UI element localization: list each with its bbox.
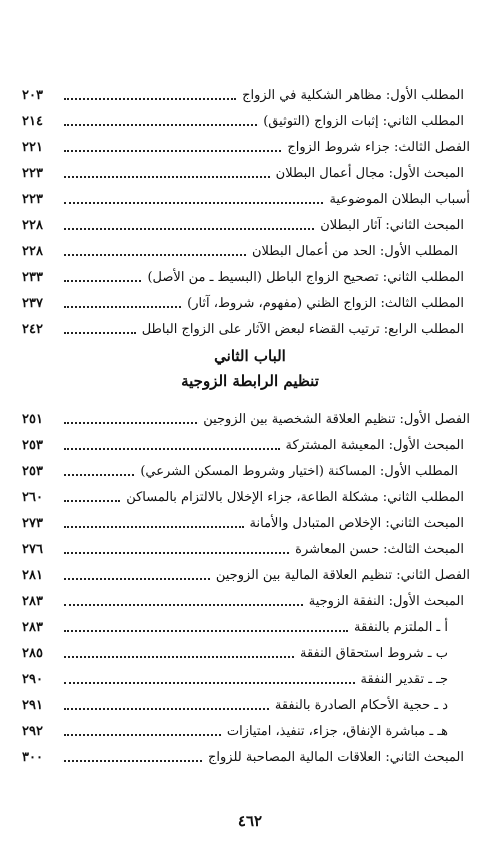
toc-leader-dots xyxy=(64,332,136,334)
toc-entry xyxy=(22,506,470,532)
part-title: تنظيم الرابطة الزوجية xyxy=(181,372,319,390)
toc-entry-page: ٢٢٨ xyxy=(22,218,43,233)
toc-leader-dots xyxy=(64,656,294,658)
toc-entry-page: ٢١٤ xyxy=(22,114,43,129)
toc-entry-page: ٢٥١ xyxy=(22,412,43,427)
toc-section-bottom xyxy=(22,402,470,766)
toc-entry-page: ٢٩٢ xyxy=(22,724,43,739)
toc-entry-title: أ ـ الملتزم بالنفقة xyxy=(354,620,448,635)
toc-leader-dots xyxy=(64,228,314,230)
page-number: ٤٦٢ xyxy=(237,812,263,830)
toc-leader-dots xyxy=(64,176,270,178)
toc-entry-title: المبحث الثاني: آثار البطلان xyxy=(320,218,464,233)
toc-entry-page: ٢٨٣ xyxy=(22,594,43,609)
toc-entry xyxy=(22,428,470,454)
toc-entry-title: جـ ـ تقدير النفقة xyxy=(360,672,448,687)
toc-entry xyxy=(22,454,470,480)
toc-entry-page: ٢٩١ xyxy=(22,698,43,713)
toc-entry xyxy=(22,688,470,714)
toc-entry-page: ٣٠٠ xyxy=(22,750,43,765)
toc-entry xyxy=(22,558,470,584)
toc-entry-page: ٢٥٣ xyxy=(22,464,43,479)
toc-entry-title: الفصل الثالث: جزاء شروط الزواج xyxy=(287,140,470,155)
toc-entry-page: ٢٣٧ xyxy=(22,296,43,311)
toc-entry-title: المطلب الأول: المساكنة (اختيار وشروط المسكن الشرعي) xyxy=(140,464,458,479)
toc-entry-page: ٢٦٠ xyxy=(22,490,43,505)
toc-leader-dots xyxy=(64,202,323,204)
toc-entry-title: المطلب الثالث: الزواج الظني (مفهوم، شروط، آثار) xyxy=(187,296,464,311)
toc-entry-page: ٢٨٣ xyxy=(22,620,43,635)
toc-leader-dots xyxy=(64,734,221,736)
toc-leader-dots xyxy=(64,280,141,282)
toc-entry-title: المبحث الأول: النفقة الزوجية xyxy=(308,594,464,609)
toc-leader-dots xyxy=(64,526,244,528)
toc-leader-dots xyxy=(64,552,289,554)
toc-leader-dots xyxy=(64,708,269,710)
toc-entry xyxy=(22,662,470,688)
toc-leader-dots xyxy=(64,578,210,580)
toc-entry xyxy=(22,636,470,662)
toc-entry-page: ٢٢٣ xyxy=(22,192,43,207)
toc-entry-title: المطلب الأول: مظاهر الشكلية في الزواج xyxy=(242,88,464,103)
toc-leader-dots xyxy=(64,448,280,450)
toc-entry xyxy=(22,156,470,182)
toc-leader-dots xyxy=(64,124,257,126)
toc-entry xyxy=(22,740,470,766)
toc-leader-dots xyxy=(64,760,202,762)
toc-entry-page: ٢٩٠ xyxy=(22,672,43,687)
toc-entry-page: ٢٢٨ xyxy=(22,244,43,259)
toc-leader-dots xyxy=(64,422,197,424)
toc-entry-title: الفصل الثاني: تنظيم العلاقة المالية بين الزوجين xyxy=(215,568,470,583)
toc-entry-title: هـ ـ مباشرة الإنفاق، جزاء، تنفيذ، امتيازات xyxy=(226,724,448,739)
toc-leader-dots xyxy=(64,630,348,632)
toc-entry-page: ٢٧٣ xyxy=(22,516,43,531)
toc-entry-page: ٢٠٣ xyxy=(22,88,43,103)
toc-entry-page: ٢٥٣ xyxy=(22,438,43,453)
toc-entry-title: المبحث الأول: مجال أعمال البطلان xyxy=(275,166,464,181)
toc-entry-page: ٢٣٣ xyxy=(22,270,43,285)
toc-leader-dots xyxy=(64,474,134,476)
toc-entry-title: المطلب الثاني: مشكلة الطاعة، جزاء الإخلال بالالتزام بالمساكن xyxy=(126,490,464,505)
toc-entry-title: المبحث الثاني: العلاقات المالية المصاحبة للزواج xyxy=(207,750,464,765)
toc-entry-page: ٢٤٢ xyxy=(22,322,43,337)
toc-leader-dots xyxy=(64,682,355,684)
toc-entry xyxy=(22,402,470,428)
toc-leader-dots xyxy=(64,604,303,606)
toc-entry xyxy=(22,286,470,312)
toc-entry-page: ٢٢٣ xyxy=(22,166,43,181)
toc-entry-page: ٢٨٥ xyxy=(22,646,43,661)
toc-entry xyxy=(22,260,470,286)
toc-entry-title: المبحث الثالث: حسن المعاشرة xyxy=(295,542,464,557)
toc-entry xyxy=(22,78,470,104)
toc-entry-title: أسباب البطلان الموضوعية xyxy=(329,192,470,207)
toc-entry xyxy=(22,312,470,338)
toc-entry xyxy=(22,208,470,234)
toc-entry-title: المطلب الرابع: ترتيب القضاء لبعض الآثار على الزواج الباطل xyxy=(141,322,464,337)
toc-entry-page: ٢٢١ xyxy=(22,140,43,155)
toc-entry-title: المطلب الأول: الحد من أعمال البطلان xyxy=(251,244,458,259)
toc-entry-title: المطلب الثاني: إثبات الزواج (التوثيق) xyxy=(263,114,464,129)
toc-entry xyxy=(22,104,470,130)
toc-entry-page: ٢٧٦ xyxy=(22,542,43,557)
toc-entry xyxy=(22,610,470,636)
toc-leader-dots xyxy=(64,500,120,502)
toc-entry xyxy=(22,532,470,558)
toc-entry-title: د ـ حجية الأحكام الصادرة بالنفقة xyxy=(274,698,448,713)
toc-entry xyxy=(22,714,470,740)
toc-entry-page: ٢٨١ xyxy=(22,568,43,583)
toc-entry xyxy=(22,480,470,506)
toc-entry-title: المبحث الأول: المعيشة المشتركة xyxy=(285,438,464,453)
toc-entry-title: الفصل الأول: تنظيم العلاقة الشخصية بين الزوجين xyxy=(203,412,470,427)
toc-entry-title: ب ـ شروط استحقاق النفقة xyxy=(299,646,448,661)
toc-entry xyxy=(22,182,470,208)
toc-entry xyxy=(22,130,470,156)
toc-leader-dots xyxy=(64,150,281,152)
part-label: الباب الثاني xyxy=(214,347,286,365)
toc-section-top xyxy=(22,78,470,338)
toc-entry-title: المطلب الثاني: تصحيح الزواج الباطل (البسيط ـ من الأصل) xyxy=(147,270,464,285)
toc-leader-dots xyxy=(64,254,246,256)
toc-leader-dots xyxy=(64,98,236,100)
toc-entry xyxy=(22,584,470,610)
toc-leader-dots xyxy=(64,306,181,308)
toc-entry-title: المبحث الثاني: الإخلاص المتبادل والأمانة xyxy=(249,516,464,531)
toc-entry xyxy=(22,234,470,260)
